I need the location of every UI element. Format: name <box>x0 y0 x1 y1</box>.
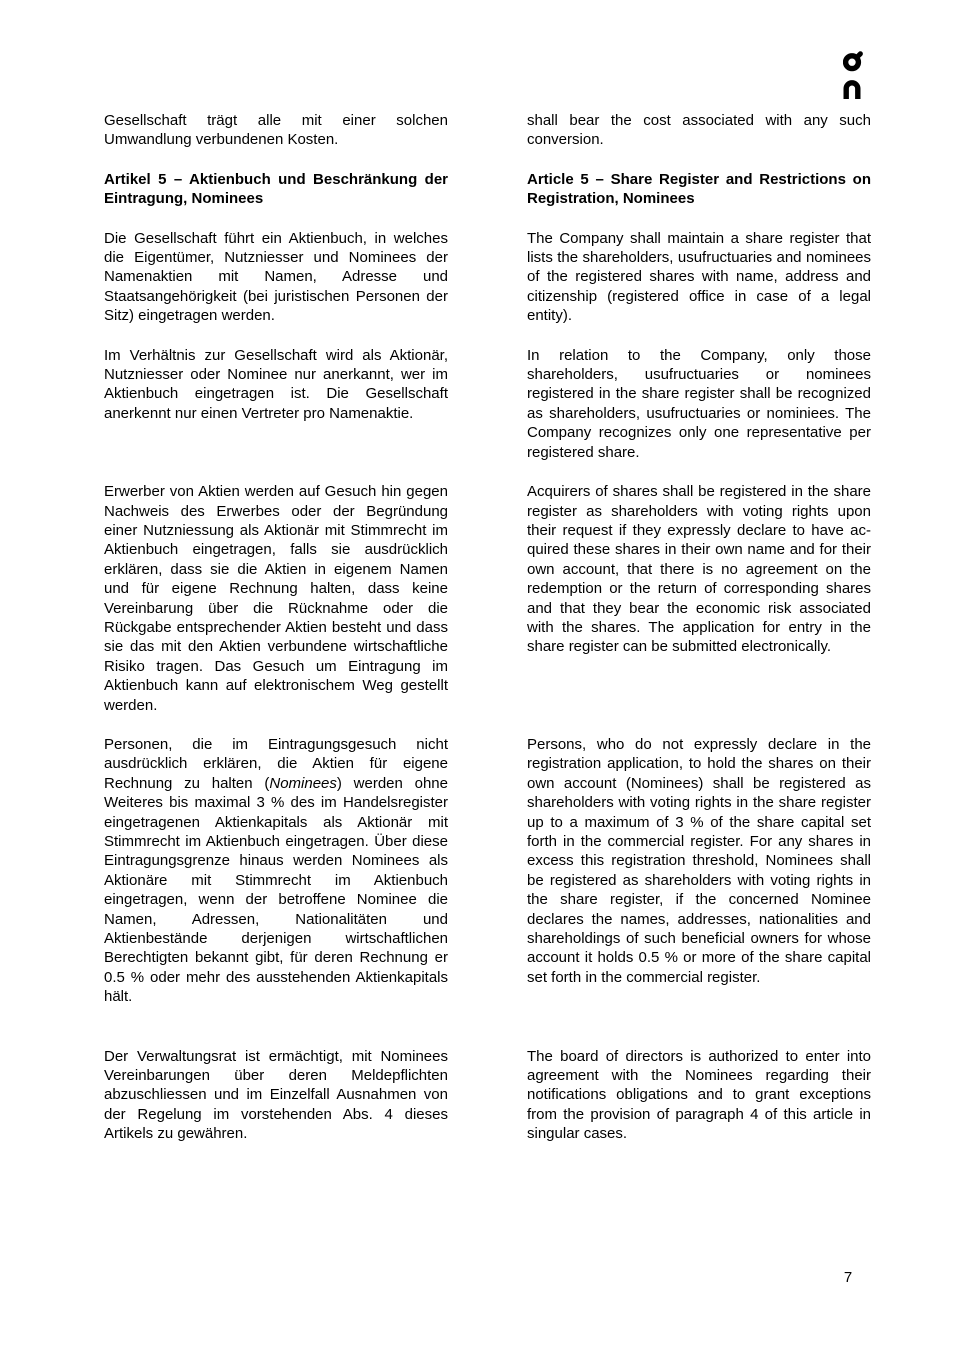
document-content <box>104 111 871 1164</box>
paragraph-row <box>104 111 871 150</box>
german-paragraph: Gesellschaft trägt alle mit einer solchen Umwandlung verbundenen Kosten. <box>104 112 448 149</box>
english-paragraph: The board of directors is authorized to enter into agreement with the Nominees regarding their notifications obligations and to grant exceptions from the provision of paragraph 4 of this article in singular cases. <box>527 1047 871 1143</box>
paragraph-row <box>104 229 871 326</box>
italic-term: Nominees <box>269 774 337 792</box>
english-paragraph: The Company shall maintain a share register that lists the shareholders, usufructuaries and nominees of the registered shares with name, address and citizenship (registered office in case of a legal entity). <box>527 229 871 325</box>
on-logo-icon <box>843 51 867 99</box>
paragraph-row <box>104 1047 871 1144</box>
english-paragraph: Acquirers of shares shall be registered in the share register as shareholders with voting rights upon their request if they expressly declare to have ac-quired these shares in their own name and for their own account, that there is no agreement on the redemption or the return of corresponding shares and that they bear the economic risk associated with the shares. The application for entry in the share register can be submitted electronically. <box>527 483 871 656</box>
text-fragment: ) werden ohne Weiteres bis maximal 3 % des im Handelsregister eingetragenen Aktienkapitals als Aktionär mit Stimmrecht im Aktienbuch eingetragen. Über diese Eintragungsgrenze hinaus werden Nominees als Aktionäre mit Stimmrecht im Aktienbuch eingetragen, wenn der betroffene Nominee die Namen, Adressen, Nationalitäten und Aktienbestände derjenigen wirtschaftlichen Berechtigten bekannt gibt, für deren Rechnung er 0.5 % oder mehr des ausstehenden Aktienkapitals hält. <box>104 774 448 1006</box>
german-paragraph: Im Verhältnis zur Gesellschaft wird als Aktionär, Nutzniesser oder Nominee nur anerkannt, wer im Aktienbuch eingetragen ist. Die Gesellschaft anerkennt nur einen Vertreter pro Namenaktie. <box>104 346 448 422</box>
paragraph-row <box>104 482 871 715</box>
paragraph-row <box>104 735 871 1007</box>
english-paragraph: Persons, who do not expressly declare in the registration application, to hold the shares on their own account (Nominees) shall be registered as shareholders with voting rights in the share register up to a maximum of 3 % of the share capital set forth in the commercial register. For any shares in excess this registration threshold, Nominees shall be registered as shareholders with voting rights in the share register, if the concerned Nominee declares the names, addresses, nationalities and shareholdings of such beneficial owners for whose account it holds 0.5 % or more of the share capital set forth in the commercial register. <box>527 735 871 986</box>
text-fragment: Personen, die im Eintragungsgesuch nicht ausdrücklich erklären, die Aktien für eigene Rechnung zu halten ( <box>104 735 448 792</box>
german-paragraph <box>104 735 448 1007</box>
german-paragraph: Die Gesellschaft führt ein Aktienbuch, in welches die Eigentümer, Nutzniesser und Nominees der Namenaktien mit Namen, Adresse und Staatsangehörigkeit (bei juristischen Personen der Sitz) eingetragen werden. <box>104 229 448 325</box>
english-paragraph: shall bear the cost associated with any such conversion. <box>527 112 871 149</box>
section-heading-row <box>104 170 871 209</box>
english-section-heading: Article 5 – Share Register and Restrictions on Registration, Nominees <box>527 170 871 208</box>
paragraph-row <box>104 346 871 462</box>
german-section-heading: Artikel 5 – Aktienbuch und Beschränkung der Eintragung, Nominees <box>104 170 448 208</box>
page-number: 7 <box>843 1269 853 1286</box>
german-paragraph: Der Verwaltungsrat ist ermächtigt, mit Nominees Vereinbarungen über deren Meldepflichten abzuschliessen und im Einzelfall Ausnahmen von der Regelung im vorstehenden Abs. 4 dieses Artikels zu gewähren. <box>104 1047 448 1143</box>
english-paragraph: In relation to the Company, only those shareholders, usufructuaries or nominees registered in the share register shall be recognized as shareholders, usufructuaries or nominiees. The Company recognizes only one representative per registered share. <box>527 346 871 461</box>
german-paragraph: Erwerber von Aktien werden auf Gesuch hin gegen Nachweis des Erwerbes oder der Begründung einer Nutzniessung als Aktionär mit Stimmrecht im Aktienbuch eingetragen, falls sie ausdrücklich erklären, dass sie die Aktien in eigenem Namen und für eigene Rechnung halten, dass keine Vereinbarung über die Rücknahme oder die Rückgabe entsprechender Aktien besteht und dass sie das mit den Aktien verbundene wirtschaftliche Risiko tragen. Das Gesuch um Eintragung im Aktienbuch kann auf elektronischem Weg gestellt werden. <box>104 483 448 714</box>
